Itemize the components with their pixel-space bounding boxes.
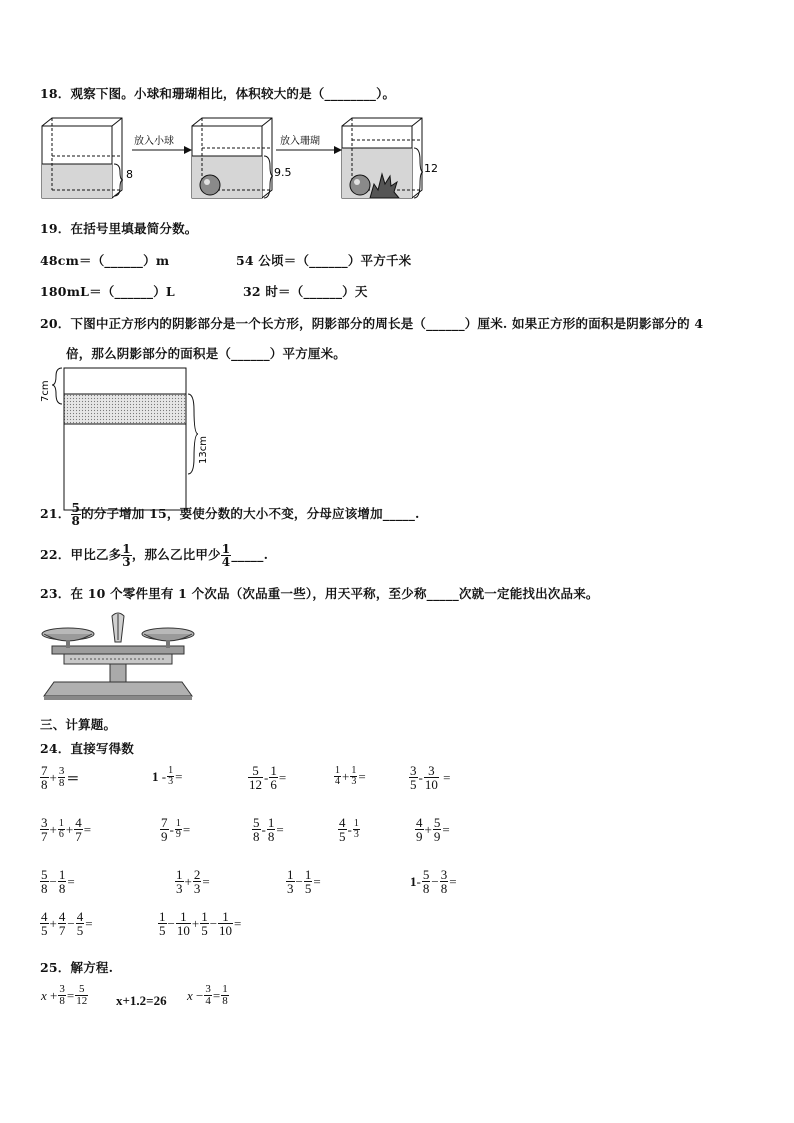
label-7cm: 7cm bbox=[40, 380, 51, 402]
equation-2: x+1.2=26 bbox=[116, 993, 167, 1008]
q20-line2: 倍，那么阴影部分的面积是（______）平方厘米。 bbox=[66, 346, 347, 361]
level-2-label: 9.5 bbox=[274, 166, 292, 179]
q19-item3: 180mL＝（______）L bbox=[40, 284, 175, 299]
balance-scale-image bbox=[40, 610, 196, 702]
calc-3: $\frac{5}{12}$ - $\frac{1}{6}$ = bbox=[249, 763, 287, 792]
calc-6: $\frac{3}{7}$ + $\frac{1}{6}$ + $\frac{4}{7}$ = bbox=[41, 815, 92, 844]
q25-title: 25．解方程. bbox=[40, 960, 114, 975]
q24-title: 24．直接写得数 bbox=[40, 741, 134, 756]
q23-text: 23．在 10 个零件里有 1 个次品（次品重一些），用天平称，至少称_____次就一定能找出次品来。 bbox=[40, 586, 599, 601]
q21-fraction: $\frac{5}{8}$ bbox=[71, 501, 81, 528]
calc-14: 1- $\frac{5}{8}$ − $\frac{3}{8}$ = bbox=[410, 867, 457, 896]
q22 bbox=[40, 543, 268, 568]
container-2 bbox=[192, 118, 273, 198]
label-13cm: 13cm bbox=[198, 436, 209, 464]
arrow1-label: 放入小球 bbox=[134, 136, 174, 147]
equation-1: x + $\frac{3}{8}$ = $\frac{5}{12}$ bbox=[41, 983, 88, 1007]
calc-16: $\frac{1}{5}$ − $\frac{1}{10}$ + $\frac{1}{5}$ − $\frac{1}{10}$ = bbox=[159, 909, 242, 938]
q22-prefix: 22．甲比乙多 bbox=[40, 547, 122, 562]
square bbox=[64, 368, 186, 510]
q18-text: 18．观察下图。小球和珊瑚相比，体积较大的是（________）。 bbox=[40, 86, 396, 101]
calc-2: 1 - $\frac{1}{3}$ = bbox=[152, 765, 183, 787]
q19-item2: 54 公顷＝（______）平方千米 bbox=[236, 253, 412, 268]
calc-8: $\frac{5}{8}$ - $\frac{1}{8}$ = bbox=[253, 815, 284, 844]
calc-11: $\frac{5}{8}$ − $\frac{1}{8}$ = bbox=[41, 867, 75, 896]
calc-15: $\frac{4}{5}$ + $\frac{4}{7}$ − $\frac{4}{5}$ = bbox=[41, 909, 93, 938]
shaded-rectangle bbox=[64, 394, 186, 424]
calc-10: $\frac{4}{9}$ + $\frac{5}{9}$ = bbox=[416, 815, 450, 844]
calc-9: $\frac{4}{5}$ - $\frac{1}{3}$ bbox=[339, 815, 359, 844]
level-3-label: 12 bbox=[424, 162, 438, 175]
arrow2-label: 放入珊瑚 bbox=[280, 136, 320, 147]
calc-4: $\frac{1}{4}$ + $\frac{1}{3}$ = bbox=[335, 765, 366, 787]
level-1-label: 8 bbox=[126, 168, 133, 181]
q20-figure bbox=[36, 364, 216, 514]
q19-title: 19．在括号里填最简分数。 bbox=[40, 221, 198, 236]
section-3-title: 三、计算题。 bbox=[40, 717, 117, 732]
q18-figure bbox=[38, 114, 458, 204]
q22-suffix: _____. bbox=[231, 547, 269, 562]
calc-7: $\frac{7}{9}$ - $\frac{1}{9}$ = bbox=[161, 815, 191, 844]
equation-3: x − $\frac{3}{4}$ = $\frac{1}{8}$ bbox=[187, 983, 228, 1007]
q21-suffix: 的分子增加 15，要使分数的大小不变，分母应该增加_____. bbox=[81, 506, 420, 521]
q21 bbox=[40, 502, 420, 527]
q22-fraction-2: $\frac{1}{4}$ bbox=[221, 542, 231, 569]
container-1 bbox=[42, 118, 123, 198]
q22-fraction-1: $\frac{1}{3}$ bbox=[122, 542, 131, 569]
q20-line1: 20．下图中正方形内的阴影部分是一个长方形，阴影部分的周长是（______）厘米. 如果正方形的面积是阴影部分的 4 bbox=[40, 316, 704, 331]
calc-5: $\frac{3}{5}$ - $\frac{3}{10}$ = bbox=[410, 763, 451, 792]
calc-12: $\frac{1}{3}$ + $\frac{2}{3}$ = bbox=[176, 867, 210, 896]
container-3 bbox=[342, 118, 423, 198]
calc-13: $\frac{1}{3}$ − $\frac{1}{5}$ = bbox=[287, 867, 321, 896]
q19-item4: 32 时＝（______）天 bbox=[243, 284, 368, 299]
q22-middle: ，那么乙比甲少 bbox=[131, 547, 221, 562]
calc-1: $\frac{7}{8}$ + $\frac{3}{8}$ ＝ bbox=[41, 763, 80, 792]
q19-item1: 48cm＝（______）m bbox=[40, 253, 170, 268]
q21-prefix: 21． bbox=[40, 506, 71, 521]
